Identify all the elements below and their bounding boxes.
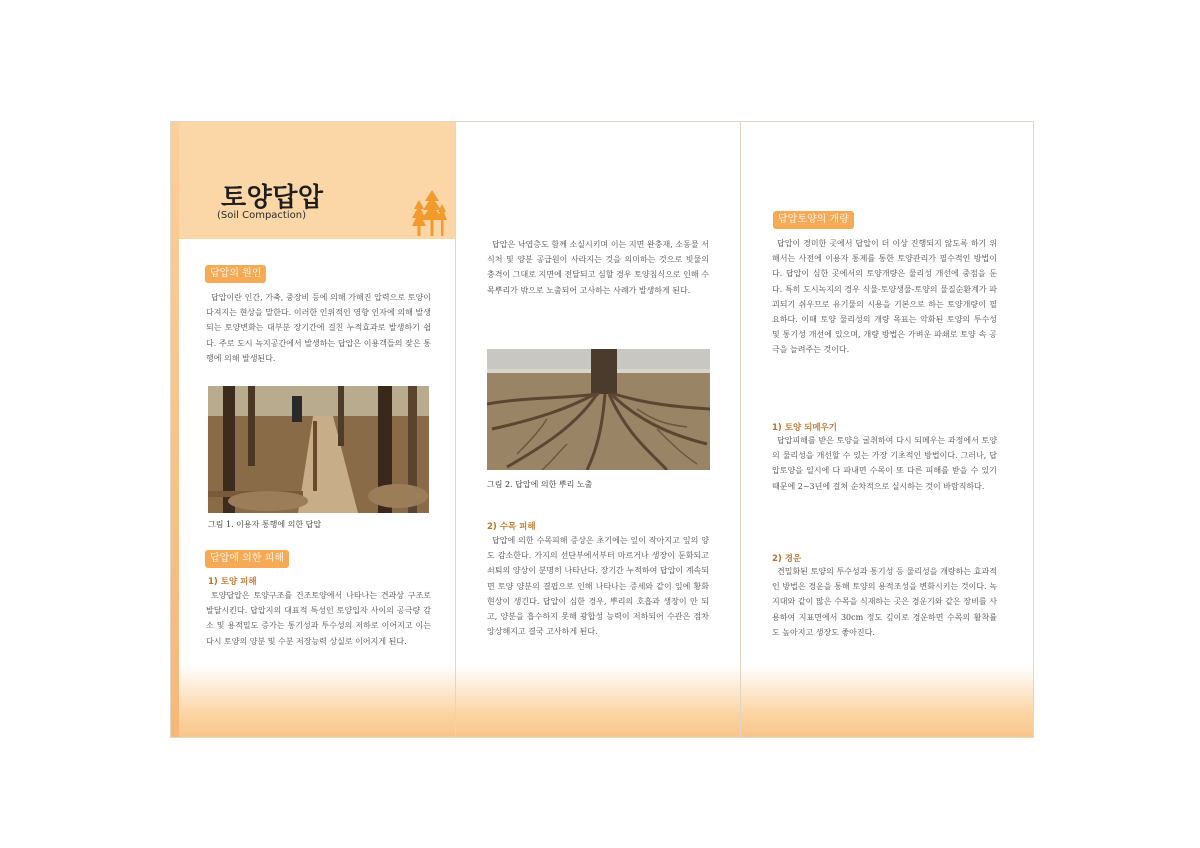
pine-tree-icon (412, 190, 448, 238)
backfill-paragraph: 답압피해를 받은 토양을 굴취하여 다시 되메우는 과정에서 토양의 물리성을 개선할 수 있는 가장 기초적인 방법이다. 그러나, 답압토양을 일시에 다 파내면 수목이 또 다른 피해를 받을 수 있기 때문에 2~3년에 걸쳐 순차적으로 실시하는 것이 바람직하다. (772, 436, 997, 491)
section-badge-cause: 답압의 원인 (205, 265, 266, 283)
figure1-caption: 그림 1. 이용자 통행에 의한 답압 (208, 520, 322, 529)
panel2-intro-paragraph: 답압은 낙엽층도 함께 소실시키며 이는 지면 완충재, 소동물 서식처 및 양분 공급원이 사라지는 것을 의미하는 것으로 빗물의 충격이 그대로 지면에 전달되고 심할 경우 토양침식으로 인해 수목뿌리가 밖으로 노출되어 고사하는 사례가 발생하게 된다. (487, 240, 709, 295)
page-subtitle: (Soil Compaction) (217, 210, 306, 221)
soil-damage-paragraph: 토양답압은 토양구조를 건조토양에서 나타나는 견과상 구조로 발달시킨다. 답압지의 대표적 특성인 토양입자 사이의 공극량 감소 및 용적밀도 증가는 통기성과 투수성의 저하로 이어지고 이는 다시 토양의 양분 및 수분 저장능력 상실로 이어지게 된다. (206, 591, 431, 646)
page-title: 토양답압 (221, 183, 324, 213)
fold-line-1 (455, 122, 456, 737)
tillage-paragraph: 견밀화된 토양의 투수성과 통기성 등 물리성을 개량하는 효과적인 방법은 경운을 통해 토양의 용적조성을 변화시키는 것이다. 녹지대와 같이 많은 수목을 식재하는 곳은 경운기와 같은 장비를 사용하여 지표면에서 30cm 정도 깊이로 경운하면 수목의 활착률도 높아지고 생장도 좋아진다. (772, 567, 997, 637)
tree-damage-paragraph: 답압에 의한 수목피해 증상은 초기에는 잎이 작아지고 잎의 양도 감소한다. 가지의 선단부에서부터 마르거나 생장이 둔화되고 쇠퇴의 양상이 분명히 나타난다. 장기간 누적하여 답압이 계속되면 토양 양분의 결핍으로 인해 나타나는 증세와 같이 잎에 황화현상이 생긴다. 답압이 심한 경우, 뿌리의 호흡과 생장이 안 되고, 양분을 흡수하지 못해 광합성 능력이 저하되어 수관은 점차 앙상해지고 결국 고사하게 된다. (487, 536, 709, 637)
fold-line-2 (740, 122, 741, 737)
bottom-gradient (171, 665, 1033, 737)
subheading-backfill: 1) 토양 되메우기 (772, 423, 837, 433)
subheading-tree-damage: 2) 수목 피해 (487, 522, 536, 532)
improvement-paragraph: 답압이 경미한 곳에서 답압이 더 이상 진행되지 않도록 하기 위해서는 사전에 이용자 통제를 통한 토양관리가 필수적인 방법이다. 답압이 심한 곳에서의 토양개량은 물리성 개선에 중점을 둔다. 특히 도시녹지의 경우 식물-토양생물-토양의 물질순환계가 파괴되기 쉬우므로 유기물의 시용을 기본으로 하는 토양개량이 필요하다. 이때 토양 물리성의 개량 목표는 악화된 토양의 투수성 및 통기성 개선에 있으며, 개량 방법은 가벼운 파쇄로 토양 속 공극을 늘려주는 것이다. (772, 239, 997, 355)
title-header (179, 122, 455, 239)
figure1-photo (208, 386, 429, 513)
section-badge-damage: 답압에 의한 피해 (205, 550, 289, 568)
figure2-caption: 그림 2. 답압에 의한 뿌리 노출 (487, 480, 593, 489)
brochure (170, 121, 1034, 738)
section-badge-improvement: 답압토양의 개량 (773, 211, 854, 229)
cause-paragraph: 답압이란 인간, 가축, 중장비 등에 의해 가해진 압력으로 토양이 다져지는 현상을 말한다. 이러한 인위적인 영향 인자에 의해 발생되는 토양변화는 대부분 장기간에 걸친 누적효과로 발생하기 쉽다. 주로 도시 녹지공간에서 발생하는 답압은 이용객들의 잦은 통행에 의해 발생된다. (206, 293, 431, 363)
figure2-photo (487, 349, 710, 470)
left-edge-strip (171, 122, 179, 737)
subheading-soil-damage: 1) 토양 피해 (208, 577, 257, 587)
subheading-tillage: 2) 경운 (772, 554, 802, 564)
